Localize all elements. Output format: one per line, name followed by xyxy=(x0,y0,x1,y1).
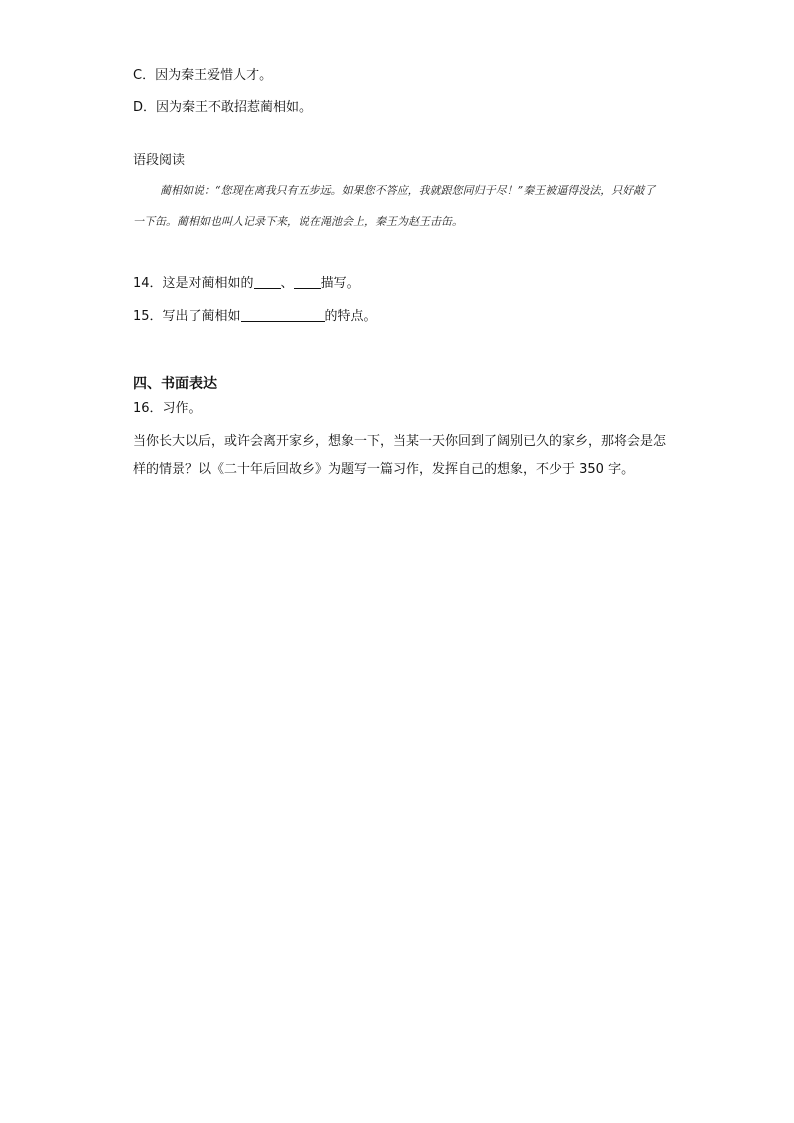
reading-title: 语段阅读 xyxy=(133,153,186,168)
question-14-prefix: 14．这是对蔺相如的 xyxy=(133,276,254,291)
question-14 xyxy=(133,274,360,294)
answer-blank-14b[interactable] xyxy=(294,274,321,289)
question-15-suffix: 的特点。 xyxy=(324,309,377,324)
option-c: C．因为秦王爱惜人才。 xyxy=(133,68,273,83)
question-15-prefix: 15．写出了蔺相如 xyxy=(133,309,241,324)
answer-blank-14a[interactable] xyxy=(254,274,281,289)
question-14-suffix: 描写。 xyxy=(320,276,360,291)
answer-blank-15[interactable] xyxy=(241,307,325,322)
question-14-sep: 、 xyxy=(280,276,294,291)
section-heading: 四、书面表达 xyxy=(133,376,217,392)
reading-passage: 蔺相如说：“您现在离我只有五步远。如果您不答应，我就跟您同归于尽！”秦王被逼得没法，只好敲了一下缶。蔺相如也叫人记录下来，说在渑池会上，秦王为赵王击缶。 xyxy=(133,184,656,228)
question-15 xyxy=(133,307,377,327)
question-16: 16．习作。 xyxy=(133,401,202,416)
option-d: D．因为秦王不敢招惹蔺相如。 xyxy=(133,100,313,115)
essay-prompt: 当你长大以后，或许会离开家乡，想象一下，当某一天你回到了阔别已久的家乡，那将会是怎样的情景？以《二十年后回故乡》为题写一篇习作，发挥自己的想象，不少于 350 字。 xyxy=(133,434,667,477)
